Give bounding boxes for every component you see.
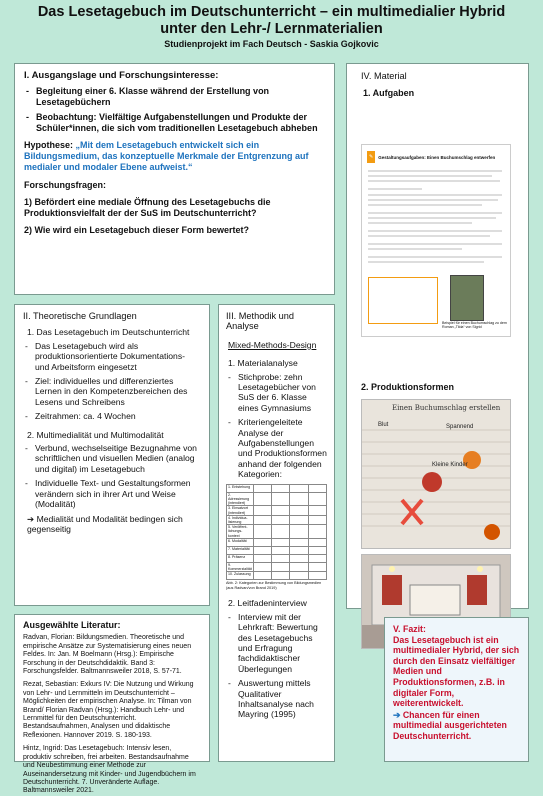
category-cell xyxy=(253,538,271,546)
category-cell xyxy=(308,546,326,554)
category-cell xyxy=(253,484,271,492)
literature-entry-2: Rezat, Sebastian: Exkurs IV: Die Nutzung und Wirkung von Lehr- und Lernmitteln im Deutschunterricht – Möglichkeiten der empirischen Analyse. In: Tilman von Brand/ Florian Radvan (Hrsg.): Handbuch Lehr- und Lernmittel für den Deutschunterricht. Bestandsaufnahmen, Analysen und didaktische Reflexionen. Hannover 2019. S. 180-193. xyxy=(23,681,194,739)
section-theoretische-grundlagen xyxy=(14,304,210,606)
conclusion-arrow-text: Chancen für einen multimedial ausgerichteten Deutschunterricht. xyxy=(393,709,507,741)
category-cell xyxy=(290,554,308,562)
category-cell xyxy=(290,538,308,546)
category-table-row xyxy=(227,525,327,539)
category-cell xyxy=(272,538,290,546)
s3-bullet-4: - Auswertung mittels Qualitativer Inhaltsanalyse nach Mayring (1995) xyxy=(226,678,327,720)
category-label: 7. Materialität xyxy=(227,546,254,554)
category-cell xyxy=(290,515,308,524)
category-cell xyxy=(308,562,326,571)
conclusion-arrow-line xyxy=(393,710,520,742)
hypothesis-label: Hypothese: xyxy=(24,140,74,150)
category-label: 3. Einsatzort (intendiert) xyxy=(227,506,254,515)
section-1-heading: I. Ausgangslage und Forschungsinteresse: xyxy=(24,70,219,81)
s2-subheading-1: 1. Das Lesetagebuch im Deutschunterricht xyxy=(27,327,190,338)
s1-bullet-2: - Beobachtung: Vielfältige Aufgabenstellungen und Produkte der Schüler*innen, die sich vom traditionellen Lesetagebuch abheben xyxy=(24,112,325,134)
category-cell xyxy=(253,554,271,562)
cover-word-2: Spannend xyxy=(446,424,474,430)
s2-conclusion-text: Medialität und Modalität bedingen sich gegenseitig xyxy=(27,513,183,534)
category-table-row xyxy=(227,492,327,506)
category-cell xyxy=(272,492,290,506)
s2-bullet-5: - Individuelle Text- und Gestaltungsformen verändern sich in ihrer Art und Weise (Modalität) xyxy=(23,478,201,509)
hypothesis xyxy=(24,140,325,173)
category-cell xyxy=(290,484,308,492)
category-cell xyxy=(308,484,326,492)
category-cell xyxy=(272,515,290,524)
category-table-row xyxy=(227,562,327,571)
category-cell xyxy=(253,562,271,571)
category-cell xyxy=(253,572,271,580)
category-cell xyxy=(272,484,290,492)
arrow-right-icon: ➔ xyxy=(393,709,403,720)
category-cell xyxy=(253,515,271,524)
category-table-row xyxy=(227,572,327,580)
category-table-row xyxy=(227,554,327,562)
category-cell xyxy=(272,562,290,571)
tip-label-icon: ✎ xyxy=(367,151,375,163)
category-label: 10. Zulassung xyxy=(227,572,254,580)
category-label: 4. Individua-lisierung xyxy=(227,515,254,524)
poster-subtitle: Studienprojekt im Fach Deutsch - Saskia Gojkovic xyxy=(164,39,379,49)
s3-subheading-1: 1. Materialanalyse xyxy=(228,358,298,369)
arrow-right-icon: ➔ xyxy=(27,513,37,524)
category-table-row xyxy=(227,538,327,546)
task-sheet-note-box xyxy=(368,277,438,324)
category-table-row xyxy=(227,546,327,554)
section-material xyxy=(346,63,529,609)
s3-bullet-2: - Kriteriengeleitete Analyse der Aufgabenstellungen und Produktionsformen anhand der folgenden Kategorien: xyxy=(226,417,327,479)
research-question-1: 1) Befördert eine mediale Öffnung des Lesetagebuchs die Produktionsvielfalt der der SuS im Deutschunterricht? xyxy=(24,197,271,218)
cover-word-3: Kleine Kinder xyxy=(432,462,468,468)
category-cell xyxy=(290,525,308,539)
category-cell xyxy=(308,515,326,524)
category-cell xyxy=(253,506,271,515)
category-cell xyxy=(290,546,308,554)
s4-subheading-2: 2. Produktionsformen xyxy=(361,382,455,392)
category-cell xyxy=(308,525,326,539)
category-cell xyxy=(290,492,308,506)
section-2-heading: II. Theoretische Grundlagen xyxy=(23,311,137,321)
category-cell xyxy=(290,572,308,580)
section-methodik xyxy=(218,304,335,762)
category-label: 6. Modalität xyxy=(227,538,254,546)
category-cell xyxy=(253,492,271,506)
literature-entry-3: Hintz, Ingrid: Das Lesetagebuch: Intensiv lesen, produktiv schreiben, frei arbeiten. Bestandsaufnahme und Neubestimmung einer Methode zur Auseinandersetzung mit Kinder- und Jugendbüchern im Deutschunterricht. 7. Unveränderte Auflage. Baltmannsweiler 2021. xyxy=(23,745,196,795)
s3-bullet-1: - Stichprobe: zehn Lesetagebücher von SuS der 6. Klasse eines Gymnasiums xyxy=(226,372,327,414)
category-table xyxy=(226,484,327,580)
category-table-row xyxy=(227,484,327,492)
conclusion-text: Das Lesetagebuch ist ein multimedialer Hybrid, der sich durch den Einsatz vielfältiger Medien und Produktionsformen, z.B. in digitaler Form, weiterentwickelt. xyxy=(393,634,520,709)
section-5-heading: V. Fazit: xyxy=(393,624,426,634)
title-line-1: Das Lesetagebuch im Deutschunterricht – ein multimedialier Hybrid xyxy=(37,4,506,20)
category-label: 8. Präsenz xyxy=(227,554,254,562)
section-fazit xyxy=(384,617,529,762)
book-cover-caption: Beispiel für einen Buchumschlag zu dem Roman „Tilda“ von Sigrid xyxy=(442,321,507,330)
book-cover-thumbnail xyxy=(450,275,484,321)
task-sheet-lines xyxy=(362,165,510,283)
research-question-2: 2) Wie wird ein Lesetagebuch dieser Form bewertet? xyxy=(24,225,249,235)
s2-bullet-1: - Das Lesetagebuch wird als produktionsorientierte Dokumentations- und Arbeitsform eingesetzt xyxy=(23,341,201,372)
s3-bullet-3: - Interview mit der Lehrkraft: Bewertung des Lesetagebuchs und Erfragung fachdidaktischer Überlegungen xyxy=(226,612,327,674)
book-cover-photo xyxy=(361,399,511,549)
category-label: 9. Kommerzialität xyxy=(228,562,252,571)
table-caption: Abb. 2: Kategorien zur Bestimmung von Bildungsmedien (aus Radvan/von Brand 2019) xyxy=(226,581,322,590)
section-4-heading: IV. Material xyxy=(361,71,407,81)
category-label: 1. Entstehung xyxy=(227,484,254,492)
category-cell xyxy=(308,506,326,515)
category-cell xyxy=(272,554,290,562)
s3-subheading-2: 2. Leitfadeninterview xyxy=(228,598,307,609)
category-cell xyxy=(308,572,326,580)
category-table-row xyxy=(227,515,327,524)
s2-conclusion xyxy=(27,514,201,535)
category-cell xyxy=(253,546,271,554)
task-sheet-header xyxy=(367,151,505,163)
method-design: Mixed-Methods-Design xyxy=(228,339,317,350)
s2-subheading-2: 2. Multimedialität und Multimodalität xyxy=(27,429,164,440)
research-questions-label: Forschungsfragen: xyxy=(24,180,107,190)
category-table-row xyxy=(227,506,327,515)
category-label: 5. Veröffent-lichungs-kontext xyxy=(227,525,254,539)
literature-heading: Ausgewählte Literatur: xyxy=(23,620,121,630)
s2-bullet-3: - Zeitrahmen: ca. 4 Wochen xyxy=(23,411,201,421)
title-line-2: unter den Lehr-/ Lernmaterialien xyxy=(160,21,383,37)
section-literatur xyxy=(14,614,210,795)
section-3-heading: III. Methodik und Analyse xyxy=(226,311,294,332)
s2-bullet-4: - Verbund, wechselseitige Bezugnahme von schriftlichen und visuellen Medien (analog und digital) im Lesetagebuch xyxy=(23,443,201,474)
category-cell xyxy=(290,506,308,515)
cover-title: Einen Buchumschlag erstellen xyxy=(392,404,501,412)
task-sheet-heading: Gestaltungsaufgaben: Einen Buchumschlag entwerfen xyxy=(378,154,496,160)
category-cell xyxy=(272,572,290,580)
hypothesis-text: „Mit dem Lesetagebuch entwickelt sich ein Bildungsmedium, das konzeptuelle Merkmale der Entgrenzung auf medialer und modaler Ebene aufweist.“ xyxy=(24,140,309,172)
category-cell xyxy=(272,546,290,554)
s1-bullet-1: - Begleitung einer 6. Klasse während der Erstellung von Lesetagebüchern xyxy=(24,86,325,108)
literature-entry-1: Radvan, Florian: Bildungsmedien. Theoretische und empirische Ansätze zur Systematisierung eines neuen Feldes. In: Jan. M Boelmann (Hrsg.): Empirische Forschung in der Deutschdidaktik. Band 3: Forschungsfelder. Baltmannsweiler 2018, S. 57-71. xyxy=(23,634,192,676)
category-table-image xyxy=(226,484,327,591)
poster-title xyxy=(0,4,543,38)
task-sheet-image xyxy=(361,144,511,337)
category-cell xyxy=(308,554,326,562)
s4-subheading-1: 1. Aufgaben xyxy=(363,88,415,98)
section-ausgangslage xyxy=(14,63,335,295)
category-cell xyxy=(253,525,271,539)
cover-word-1: Blut xyxy=(378,422,389,428)
category-cell xyxy=(308,492,326,506)
category-cell xyxy=(308,538,326,546)
category-cell xyxy=(272,525,290,539)
category-cell xyxy=(290,562,308,571)
category-cell xyxy=(272,506,290,515)
category-label: 2. Adressierung (intendiert) xyxy=(227,492,254,506)
s2-bullet-2: - Ziel: individuelles und differenziertes Lernen in den Kompetenzbereichen des Lesens und Schreibens xyxy=(23,376,201,407)
